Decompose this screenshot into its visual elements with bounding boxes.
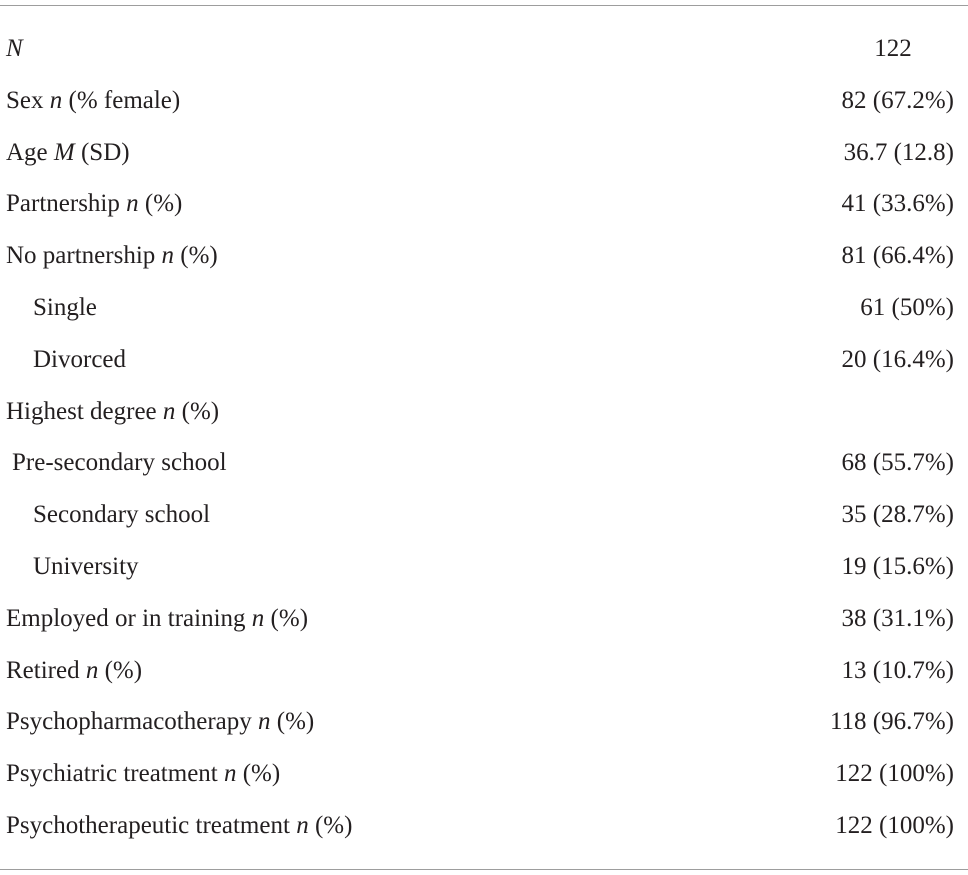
row-label: N [6, 35, 23, 62]
row-value: 35 (28.7%) [841, 501, 954, 529]
sample-characteristics-table [0, 23, 968, 852]
table-row-no-partnership [0, 230, 968, 282]
table-row-partnership [0, 178, 968, 230]
row-label: No partnership n (%) [6, 242, 218, 270]
row-value: 41 (33.6%) [841, 190, 954, 218]
row-label: Psychopharmacotherapy n (%) [6, 708, 315, 736]
table-row-psychopharmacotherapy [0, 696, 968, 748]
table-row-employed [0, 593, 968, 645]
row-value: 68 (55.7%) [841, 449, 954, 477]
table-row-single [0, 282, 968, 334]
table-row-divorced [0, 334, 968, 386]
row-value: 122 [874, 35, 912, 62]
row-label: Highest degree n (%) [6, 397, 220, 425]
row-label: Psychotherapeutic treatment n (%) [6, 811, 353, 839]
table-row-secondary-school [0, 489, 968, 541]
table-row-psychotherapeutic-treatment [0, 800, 968, 852]
table-row-highest-degree [0, 386, 968, 438]
row-value: 20 (16.4%) [841, 345, 954, 373]
row-value: 36.7 (12.8) [843, 138, 954, 166]
row-value: 118 (96.7%) [829, 708, 954, 736]
table-top-rule [0, 5, 968, 6]
row-label: Pre-secondary school [12, 449, 227, 477]
row-label: Psychiatric treatment n (%) [6, 760, 281, 788]
row-value: 122 (100%) [835, 760, 954, 788]
row-label: Partnership n (%) [6, 190, 183, 218]
row-value: 82 (67.2%) [841, 86, 954, 114]
row-label: University [33, 552, 139, 580]
table-row-age [0, 127, 968, 179]
table-row-psychiatric-treatment [0, 748, 968, 800]
row-label: Sex n (% female) [6, 86, 181, 114]
row-label: Age M (SD) [6, 138, 130, 166]
table-row-pre-secondary-school [0, 437, 968, 489]
row-label: Retired n (%) [6, 656, 143, 684]
row-label: Divorced [33, 345, 127, 373]
row-value: 19 (15.6%) [841, 552, 954, 580]
row-value: 61 (50%) [860, 293, 954, 321]
table-row-sex [0, 75, 968, 127]
row-value: 38 (31.1%) [841, 604, 954, 632]
table-row-retired [0, 645, 968, 697]
row-value: 13 (10.7%) [841, 656, 954, 684]
table-row-university [0, 541, 968, 593]
row-value: 122 (100%) [835, 811, 954, 839]
table-bottom-rule [0, 869, 968, 870]
row-label: Single [33, 293, 97, 321]
row-value: 81 (66.4%) [841, 242, 954, 270]
row-label: Secondary school [33, 501, 211, 529]
row-label: Employed or in training n (%) [6, 604, 309, 632]
table-row-n [0, 23, 968, 75]
